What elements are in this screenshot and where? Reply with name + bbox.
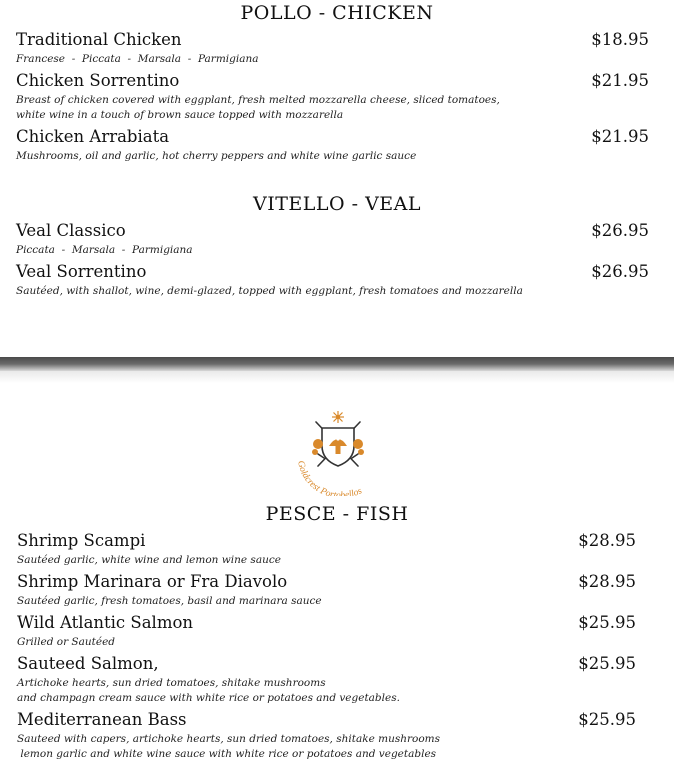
item-name: Wild Atlantic Salmon [17,613,194,632]
item-name: Chicken Arrabiata [16,127,170,146]
restaurant-logo [288,408,388,496]
item-name: Sauteed Salmon, [17,654,159,673]
item-description: Mushrooms, oil and garlic, hot cherry peppers and white wine garlic sauce [16,150,417,162]
item-price: $18.95 [591,30,649,49]
item-name: Shrimp Scampi [17,531,146,550]
item-description: Piccata - Marsala - Parmigiana [16,244,193,256]
item-price: $25.95 [578,710,636,729]
item-name: Veal Sorrentino [16,262,147,281]
section-title-veal: VITELLO - VEAL [252,193,421,215]
section-title-chicken: POLLO - CHICKEN [240,2,434,24]
item-description: Sautéed, with shallot, wine, demi-glazed, topped with eggplant, fresh tomatoes and mozzarella [16,285,523,297]
section-title-fish: PESCE - FISH [265,503,409,525]
crest-shield-icon [288,408,388,496]
item-description: Sautéed garlic, fresh tomatoes, basil and marinara sauce [17,595,322,607]
item-description: Francese - Piccata - Marsala - Parmigiana [16,53,259,65]
item-description: Grilled or Sautéed [17,636,116,648]
item-price: $28.95 [578,572,636,591]
item-description: Artichoke hearts, sun dried tomatoes, shitake mushrooms and champagn cream sauce with white rice or potatoes and vegetables. [17,677,400,704]
item-price: $25.95 [578,613,636,632]
item-description: Sautéed garlic, white wine and lemon wine sauce [17,554,281,566]
item-name: Chicken Sorrentino [16,71,180,90]
item-description: Breast of chicken covered with eggplant, fresh melted mozzarella cheese, sliced tomatoes, white wine in a touch of brown sauce topped with mozzarella [16,94,500,121]
item-name: Mediterranean Bass [17,710,187,729]
item-description: Sauteed with capers, artichoke hearts, sun dried tomatoes, shitake mushrooms lemon garlic and white wine sauce with white rice or potatoes and vegetables [17,733,440,760]
logo-text: Goldcrest Portobellos [295,459,364,496]
item-price: $21.95 [591,127,649,146]
item-name: Shrimp Marinara or Fra Diavolo [17,572,288,591]
item-price: $21.95 [591,71,649,90]
item-name: Veal Classico [16,221,126,240]
item-price: $26.95 [591,221,649,240]
item-price: $26.95 [591,262,649,281]
item-price: $28.95 [578,531,636,550]
page-divider [0,357,674,371]
item-price: $25.95 [578,654,636,673]
page-divider-shadow [0,371,674,383]
item-name: Traditional Chicken [16,30,182,49]
